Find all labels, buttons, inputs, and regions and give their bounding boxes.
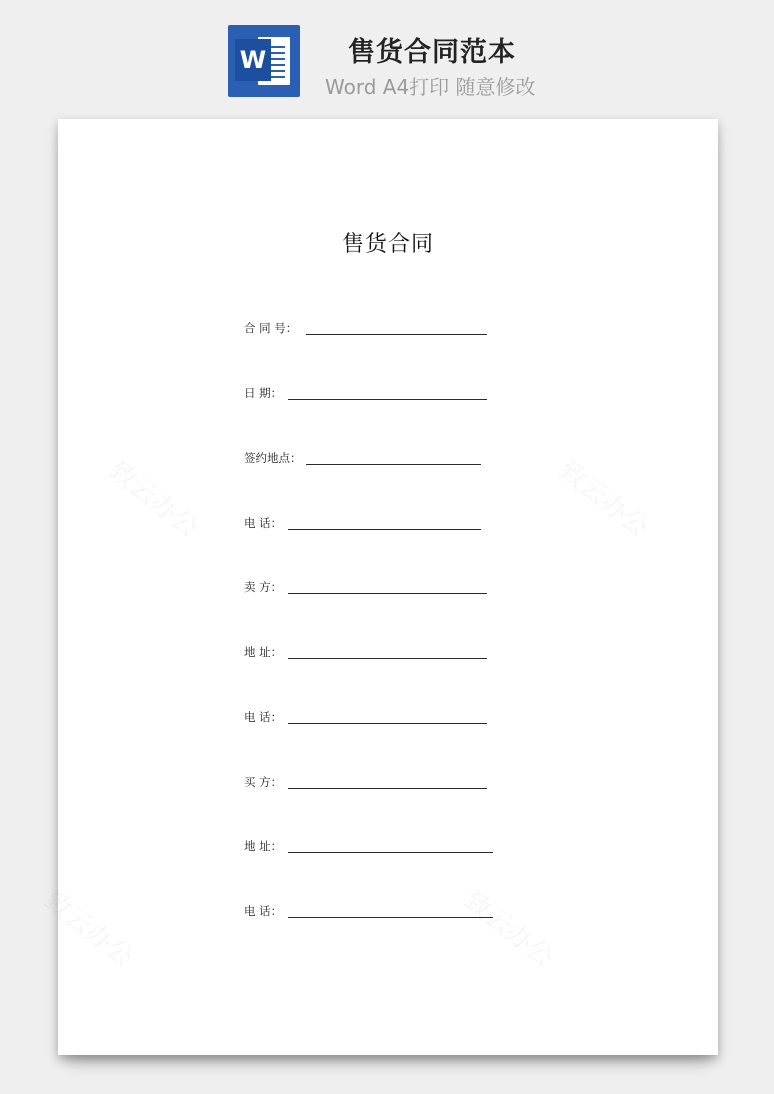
signing-place-field[interactable] bbox=[244, 447, 484, 469]
field-label: 合 同 号： bbox=[244, 321, 298, 335]
field-label: 电 话： bbox=[244, 516, 283, 530]
field-label: 电 话： bbox=[244, 710, 283, 724]
field-label: 买 方： bbox=[244, 775, 283, 789]
contract-number-field[interactable] bbox=[244, 317, 489, 339]
field-underline[interactable] bbox=[288, 917, 493, 918]
header-banner bbox=[0, 0, 774, 110]
field-label: 卖 方： bbox=[244, 580, 283, 594]
field-label: 地 址： bbox=[244, 839, 283, 853]
seller-field[interactable] bbox=[244, 576, 489, 598]
word-icon bbox=[228, 25, 300, 97]
field-label: 地 址： bbox=[244, 645, 283, 659]
banner-title: 售货合同范本 bbox=[348, 37, 516, 68]
document-title: 售货合同 bbox=[341, 232, 434, 257]
seller-phone-field[interactable] bbox=[244, 706, 489, 728]
field-underline[interactable] bbox=[288, 529, 481, 530]
watermark bbox=[38, 881, 143, 974]
field-underline[interactable] bbox=[306, 334, 487, 335]
field-underline[interactable] bbox=[288, 788, 487, 789]
watermark bbox=[458, 881, 563, 974]
watermark bbox=[103, 451, 208, 544]
field-underline[interactable] bbox=[288, 399, 487, 400]
date-field[interactable] bbox=[244, 382, 489, 404]
word-icon-letter: W bbox=[235, 39, 271, 81]
field-label: 签约地点： bbox=[244, 451, 302, 465]
document-page bbox=[58, 119, 718, 1055]
phone-field[interactable] bbox=[244, 512, 484, 534]
field-underline[interactable] bbox=[288, 593, 487, 594]
banner-subtitle: Word A4打印 随意修改 bbox=[325, 75, 536, 99]
buyer-phone-field[interactable] bbox=[244, 900, 496, 922]
buyer-address-field[interactable] bbox=[244, 835, 496, 857]
buyer-field[interactable] bbox=[244, 771, 489, 793]
field-underline[interactable] bbox=[306, 464, 481, 465]
field-underline[interactable] bbox=[288, 852, 493, 853]
field-label: 日 期： bbox=[244, 386, 283, 400]
field-label: 电 话： bbox=[244, 904, 283, 918]
field-underline[interactable] bbox=[288, 658, 487, 659]
watermark bbox=[553, 451, 658, 544]
field-underline[interactable] bbox=[288, 723, 487, 724]
seller-address-field[interactable] bbox=[244, 641, 489, 663]
